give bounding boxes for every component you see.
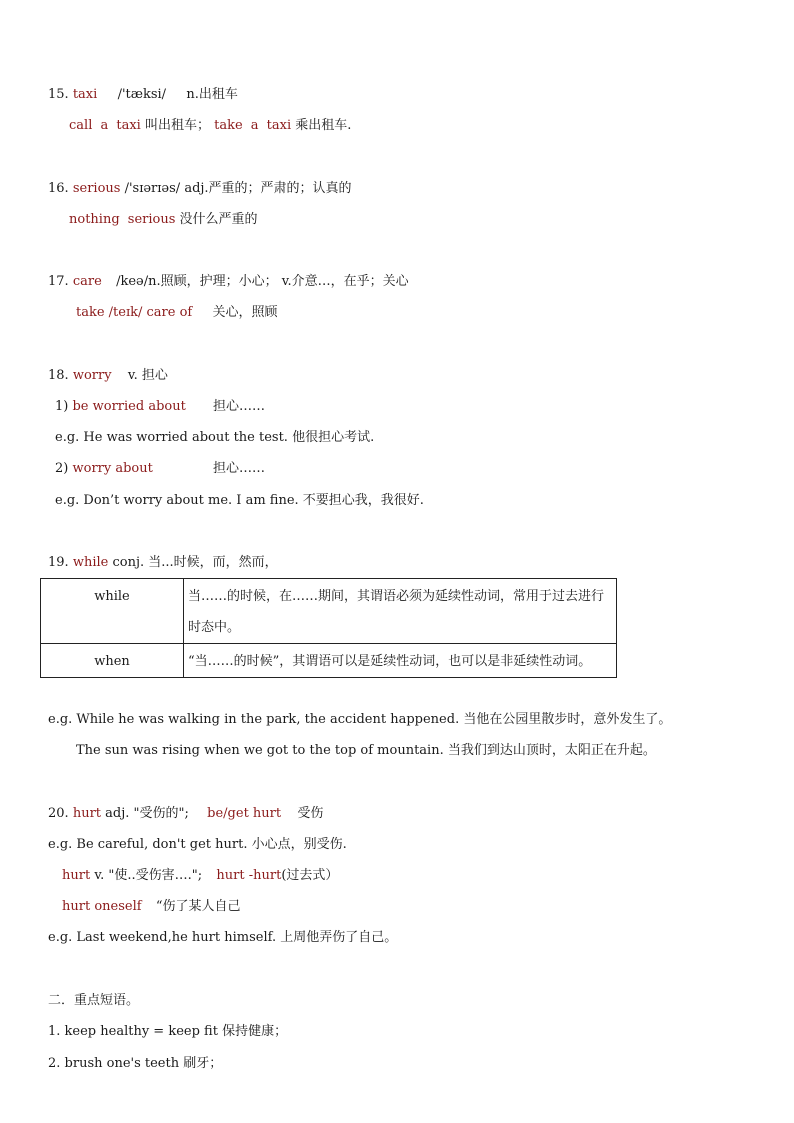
phrase-meaning: 受伤 [297, 806, 324, 821]
definition: v. 担心 [127, 368, 168, 383]
item-17-phrases [76, 304, 278, 322]
example-sentence: The sun was rising when we got to the top of mountain. 当我们到达山顶时，太阳正在升起。 [76, 743, 656, 758]
item-19-header [48, 554, 278, 572]
example-sentence: e.g. Don’t worry about me. I am fine. 不要担心我，我很好. [55, 493, 424, 508]
sub-label: 1) [55, 399, 69, 414]
item-18-sub-1 [55, 398, 186, 416]
definition: conj. 当...时候，而，然而， [112, 555, 278, 570]
vocab-word: care [72, 274, 102, 289]
item-18-sub-2 [55, 460, 153, 478]
phrase: hurt oneself [62, 899, 142, 914]
definition: n.出租车 [186, 87, 238, 102]
verb-form-note: (过去式） [281, 868, 339, 883]
phrase-meaning: 没什么严重的 [179, 212, 258, 227]
definition: adj.严重的；严肃的；认真的 [184, 181, 352, 196]
phrase: call a taxi [69, 118, 141, 133]
phrase-meaning: 关心，照顾 [212, 305, 278, 320]
phrase-meaning: 担心…… [213, 461, 266, 476]
table-row [41, 644, 617, 678]
item-number: 18. [48, 368, 69, 383]
item-15-phrases [69, 117, 351, 135]
phonetic: /keə/n. [116, 274, 161, 289]
item-20-reflexive [62, 898, 240, 916]
item-16-phrases [69, 211, 258, 229]
vocab-word: hurt [62, 868, 91, 883]
table-cell-word: while [41, 579, 184, 644]
vocab-word: serious [72, 181, 121, 196]
item-18-header [48, 367, 168, 385]
phrase-meaning: “伤了某人自己 [155, 899, 241, 914]
phrase-meaning: 担心…… [213, 399, 266, 414]
key-phrase: 1. keep healthy = keep fit 保持健康； [48, 1024, 288, 1039]
key-phrase: 2. brush one's teeth 刷牙； [48, 1056, 223, 1071]
verb-forms: hurt -hurt [216, 868, 282, 883]
phrase: be worried about [72, 399, 186, 414]
item-number: 17. [48, 274, 69, 289]
phrase: nothing serious [69, 212, 176, 227]
phrase-meaning: 叫出租车； [144, 118, 210, 133]
example-sentence: e.g. Last weekend,he hurt himself. 上周他弄伤了自己。 [48, 930, 398, 945]
vocab-word: while [72, 555, 109, 570]
table-cell-description: 当……的时候，在……期间，其谓语必须为延续性动词，常用于过去进行时态中。 [184, 579, 617, 644]
example-sentence: e.g. While he was walking in the park, the accident happened. 当他在公园里散步时，意外发生了。 [48, 712, 672, 727]
table-cell-word: when [41, 644, 184, 678]
phrase: worry about [72, 461, 153, 476]
phrase: be/get hurt [207, 806, 282, 821]
example-sentence: e.g. Be careful, don't get hurt. 小心点，别受伤. [48, 837, 347, 852]
item-20-verb [62, 867, 338, 885]
vocab-word: taxi [72, 87, 98, 102]
item-number: 20. [48, 806, 69, 821]
phrase-meaning: 乘出租车. [295, 118, 352, 133]
section-title: 二．重点短语。 [48, 993, 140, 1008]
comparison-table [40, 578, 617, 678]
table-cell-description: “当……的时候”，其谓语可以是延续性动词，也可以是非延续性动词。 [184, 644, 617, 678]
phonetic: /'tæksi/ [117, 87, 167, 102]
phrase: take a taxi [214, 118, 292, 133]
example-sentence: e.g. He was worried about the test. 他很担心考试. [55, 430, 375, 445]
phrase: take /teɪk/ care of [76, 305, 193, 320]
item-16-header [48, 180, 352, 198]
sub-label: 2) [55, 461, 69, 476]
item-15-header [48, 86, 238, 104]
table-row [41, 579, 617, 644]
item-number: 15. [48, 87, 69, 102]
item-number: 19. [48, 555, 69, 570]
vocab-word: worry [72, 368, 112, 383]
vocab-word: hurt [72, 806, 102, 821]
item-number: 16. [48, 181, 69, 196]
item-20-header [48, 805, 323, 823]
definition: adj. "受伤的"; [105, 806, 189, 821]
definition: v. "使..受伤害…."; [94, 868, 203, 883]
definition: 照顾，护理；小心； v.介意…，在乎；关心 [160, 274, 409, 289]
item-17-header [48, 273, 409, 291]
phonetic: /'sɪərɪəs/ [124, 181, 181, 196]
